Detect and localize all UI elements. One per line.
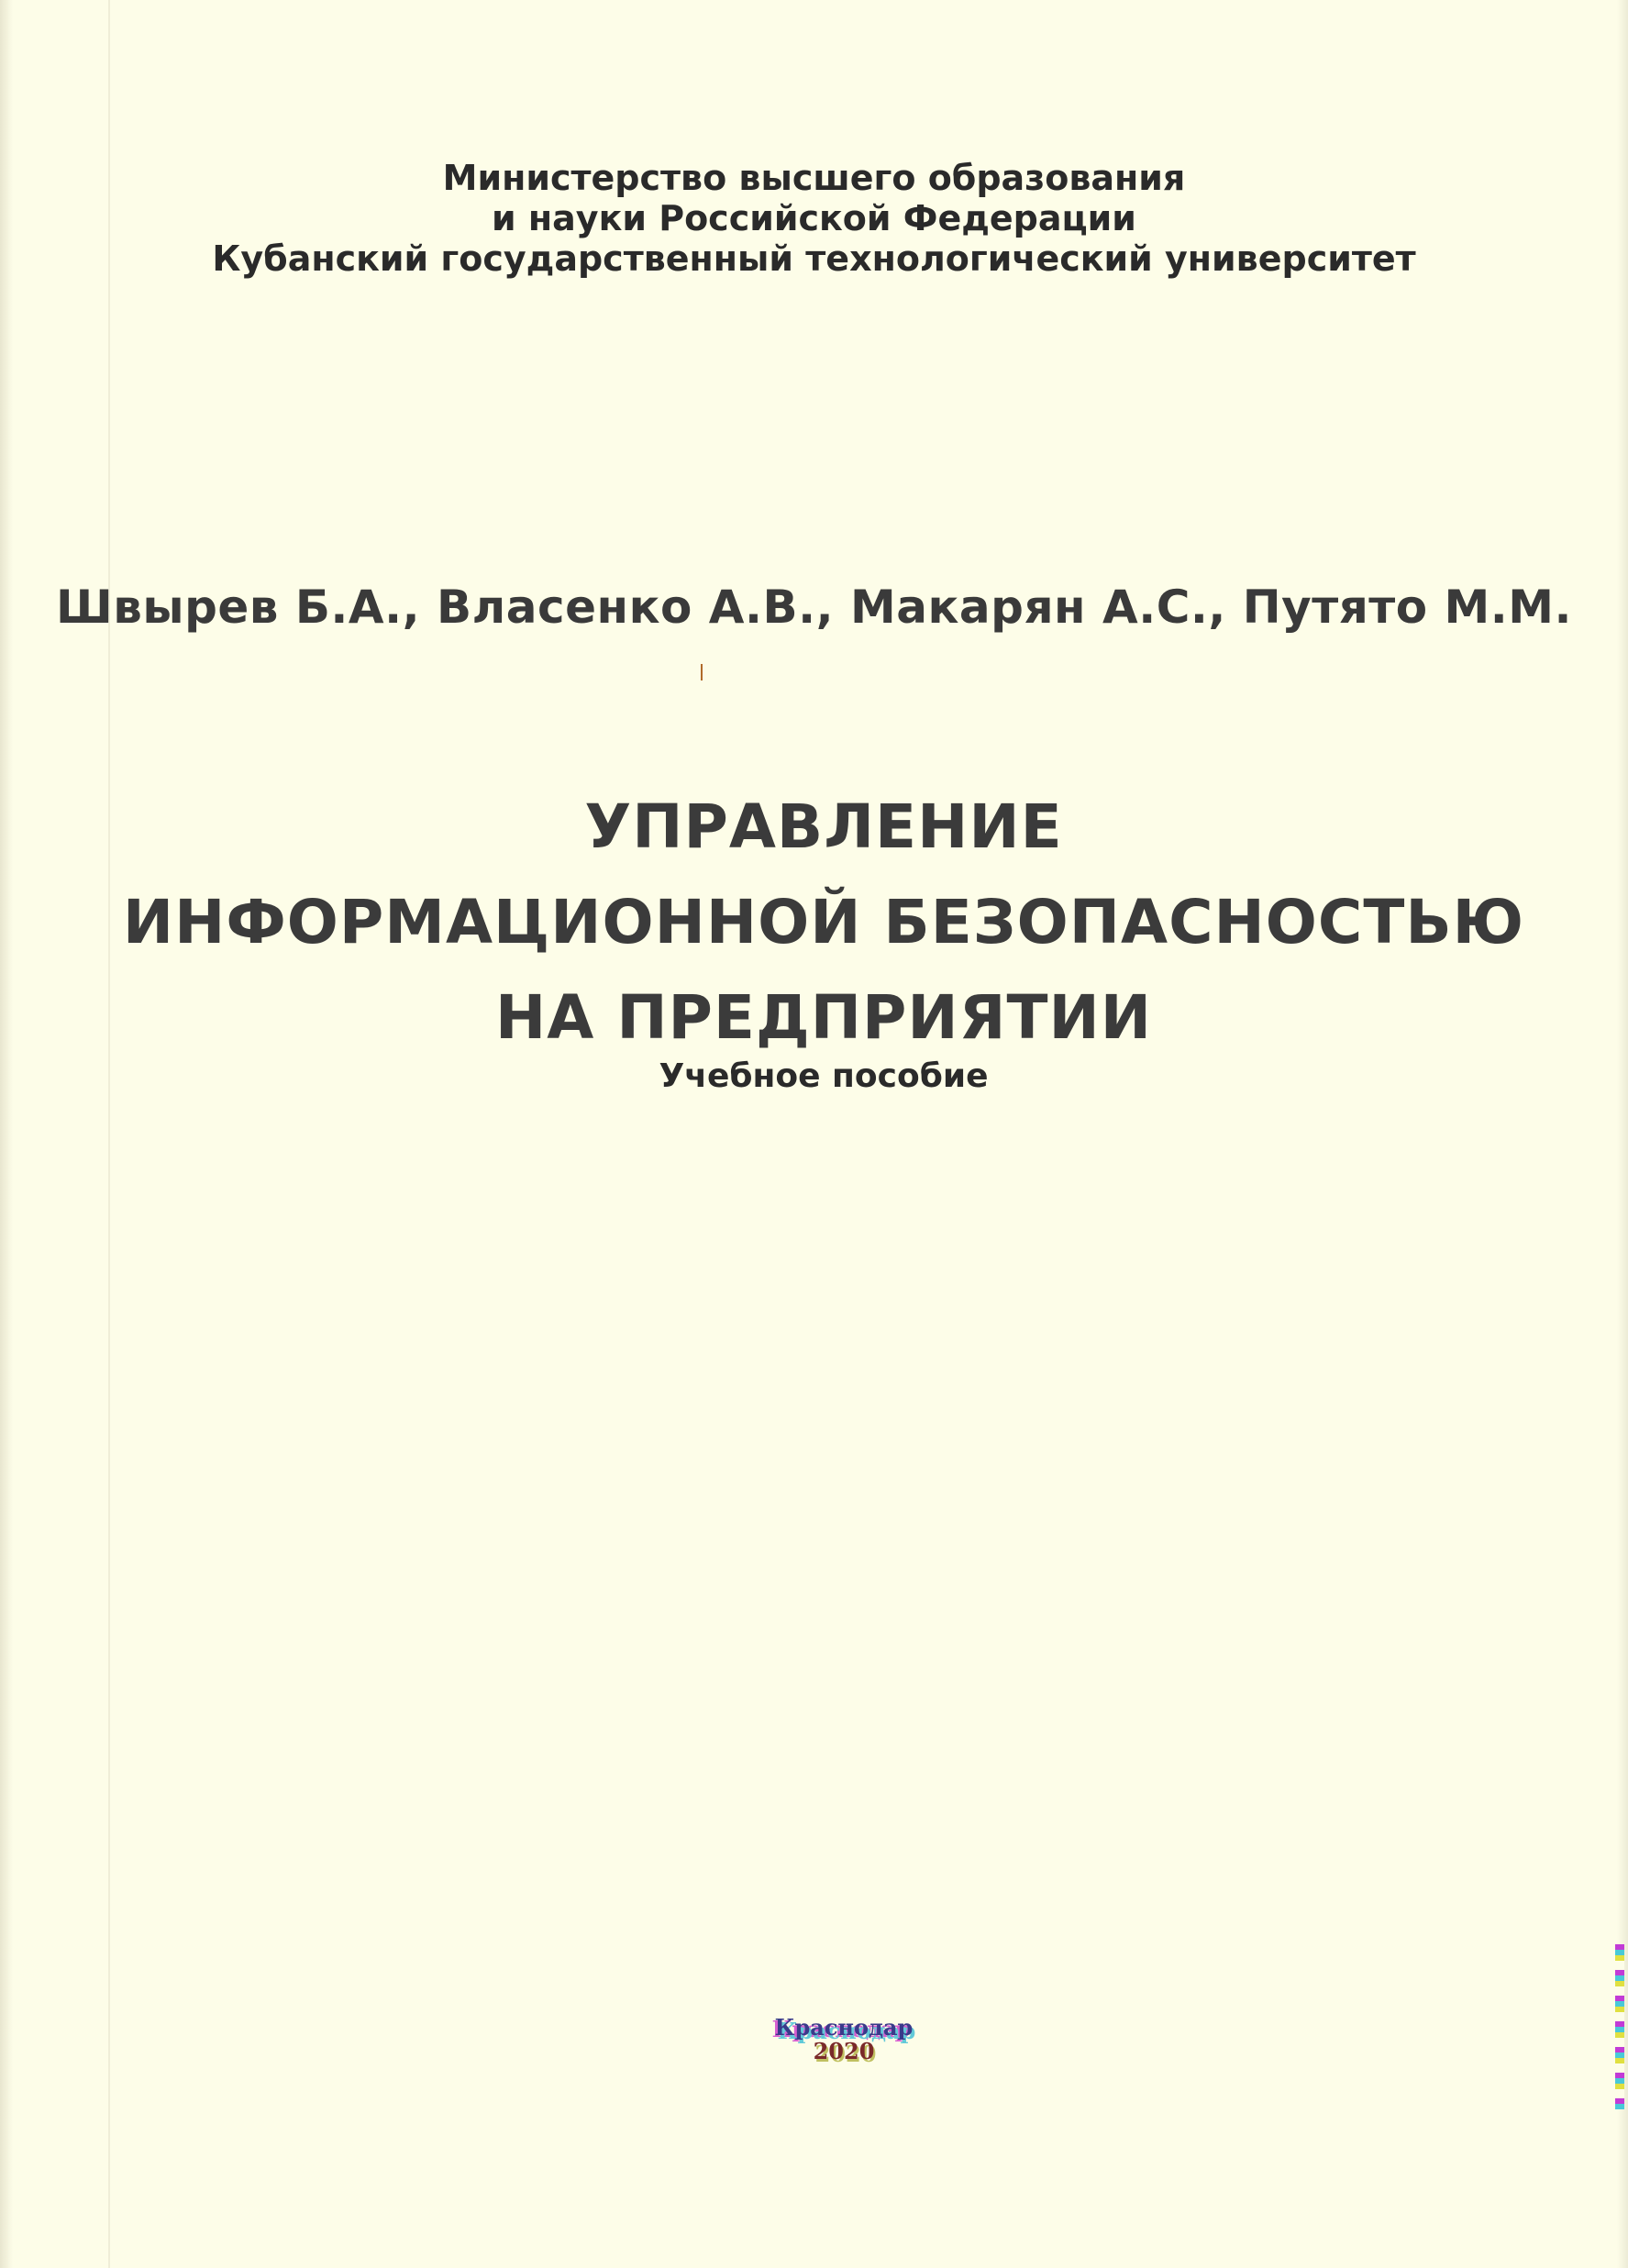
university-name: Кубанский государственный технологический университет [212, 238, 1416, 279]
scan-mark [701, 664, 703, 680]
authors: Швырев Б.А., Власенко А.В., Макарян А.С., Путято М.М. [55, 581, 1573, 634]
ministry-header [0, 158, 1628, 279]
page-edge-right [1617, 0, 1628, 2268]
book-title [0, 780, 1628, 1066]
scan-noise [1615, 1944, 1624, 2109]
imprint-city: Краснодар [774, 2014, 914, 2041]
imprint-year: 2020 [813, 2038, 875, 2064]
ministry-line-2: и науки Российской Федерации [492, 198, 1136, 238]
title-line-2: ИНФОРМАЦИОННОЙ БЕЗОПАСНОСТЬЮ [122, 887, 1525, 957]
title-line-1: УПРАВЛЕНИЕ [584, 791, 1063, 862]
spine-line [108, 0, 110, 2268]
imprint [734, 2016, 954, 2063]
book-subtitle: Учебное пособие [659, 1057, 989, 1095]
ministry-line-1: Министерство высшего образования [442, 158, 1186, 198]
page-edge-left [0, 0, 13, 2268]
title-line-3: НА ПРЕДПРИЯТИИ [495, 982, 1152, 1053]
